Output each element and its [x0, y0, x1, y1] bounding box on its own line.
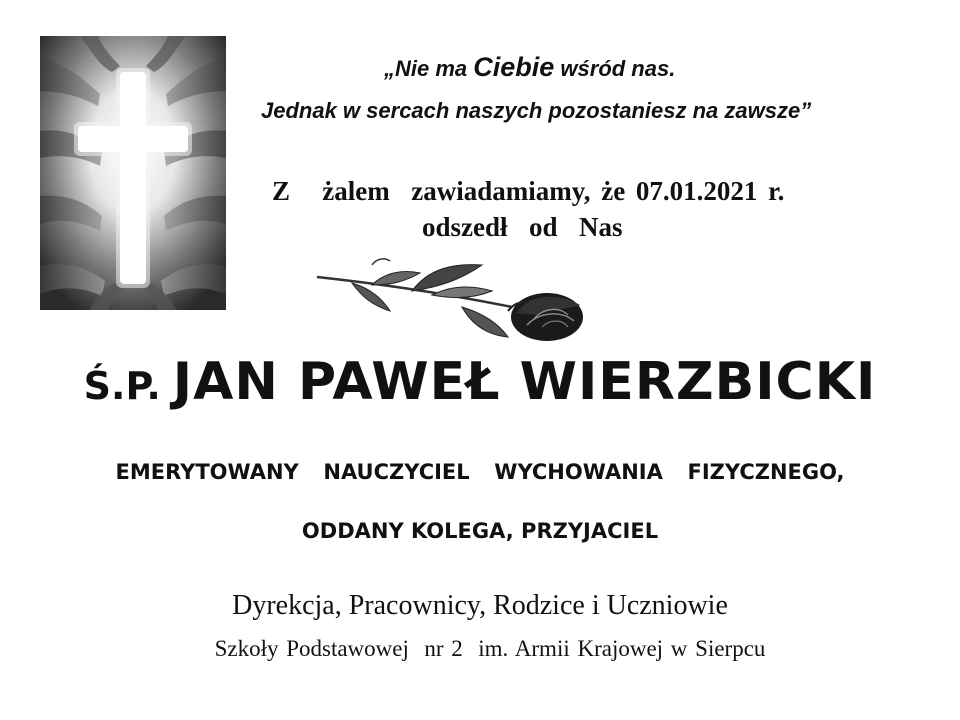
quote-line-1 — [384, 52, 675, 83]
quote-line-2: Jednak w sercach naszych pozostaniesz na zawsze” — [261, 98, 812, 123]
signature-line-1: Dyrekcja, Pracownicy, Rodzice i Uczniowie — [232, 590, 728, 621]
description-line-2: ODDANY KOLEGA, PRZYJACIEL — [301, 519, 659, 543]
quote-open: „Nie ma — [384, 56, 474, 81]
quote-rest: wśród nas. — [554, 56, 676, 81]
deceased-name: JAN PAWEŁ WIERZBICKI — [172, 352, 877, 412]
deceased-name-line — [30, 352, 930, 412]
announcement-line-2: odszedł od Nas — [422, 212, 623, 242]
quote-emphasis: Ciebie — [473, 52, 555, 82]
signature-line-2: Szkoły Podstawowej nr 2 im. Armii Krajowej w Sierpcu — [214, 636, 766, 661]
cross-image — [40, 36, 226, 310]
description-line-1: EMERYTOWANY NAUCZYCIEL WYCHOWANIA FIZYCZNEGO, — [115, 460, 845, 484]
rose-image — [312, 255, 587, 345]
deceased-prefix: Ś.P. — [83, 364, 161, 408]
announcement-line-1: Z żalem zawiadamiamy, że 07.01.2021 r. — [272, 176, 785, 206]
